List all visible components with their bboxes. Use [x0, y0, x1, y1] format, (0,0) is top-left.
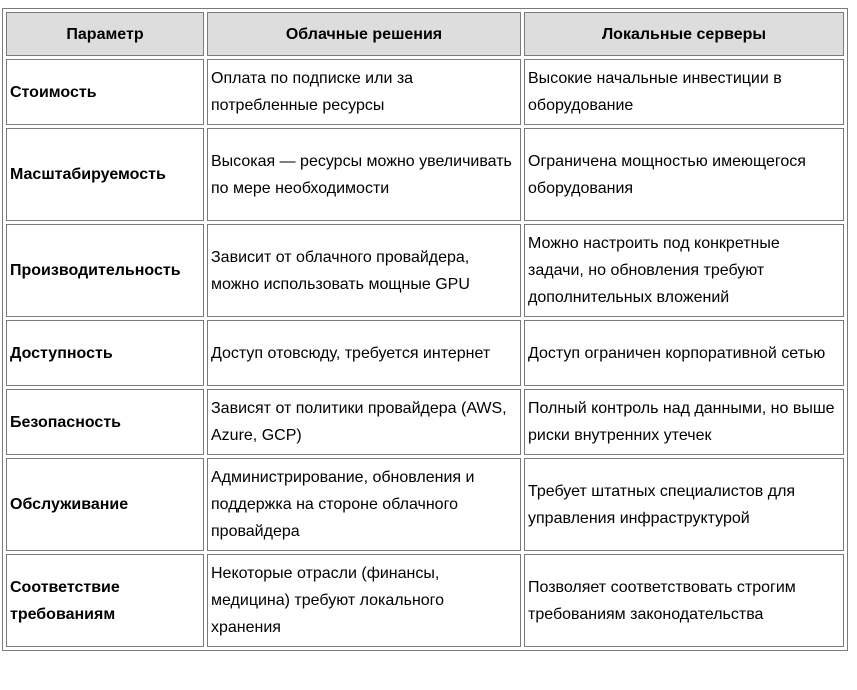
row-parameter: Доступность — [6, 320, 204, 386]
table-row — [6, 554, 844, 647]
row-parameter: Соответствие требованиям — [6, 554, 204, 647]
row-cloud: Доступ отовсюду, требуется интернет — [207, 320, 521, 386]
table-row — [6, 224, 844, 317]
table-row — [6, 320, 844, 386]
header-row — [6, 12, 844, 56]
header-local: Локальные серверы — [524, 12, 844, 56]
row-local: Требует штатных специалистов для управления инфраструктурой — [524, 458, 844, 551]
row-cloud: Зависят от политики провайдера (AWS, Azure, GCP) — [207, 389, 521, 455]
row-local: Можно настроить под конкретные задачи, но обновления требуют дополнительных вложений — [524, 224, 844, 317]
table-row — [6, 59, 844, 125]
table-row — [6, 389, 844, 455]
table-row — [6, 128, 844, 221]
row-parameter: Стоимость — [6, 59, 204, 125]
comparison-table — [2, 8, 848, 651]
row-parameter: Масштабируемость — [6, 128, 204, 221]
row-parameter: Обслуживание — [6, 458, 204, 551]
header-cloud: Облачные решения — [207, 12, 521, 56]
row-cloud: Некоторые отрасли (финансы, медицина) требуют локального хранения — [207, 554, 521, 647]
comparison-table-wrapper — [2, 8, 848, 651]
header-parameter: Параметр — [6, 12, 204, 56]
row-parameter: Производительность — [6, 224, 204, 317]
row-local: Высокие начальные инвестиции в оборудование — [524, 59, 844, 125]
row-cloud: Зависит от облачного провайдера, можно использовать мощные GPU — [207, 224, 521, 317]
row-parameter: Безопасность — [6, 389, 204, 455]
row-local: Полный контроль над данными, но выше риски внутренних утечек — [524, 389, 844, 455]
row-local: Доступ ограничен корпоративной сетью — [524, 320, 844, 386]
row-cloud: Оплата по подписке или за потребленные ресурсы — [207, 59, 521, 125]
row-cloud: Администрирование, обновления и поддержка на стороне облачного провайдера — [207, 458, 521, 551]
row-local: Позволяет соответствовать строгим требованиям законодательства — [524, 554, 844, 647]
row-cloud: Высокая — ресурсы можно увеличивать по мере необходимости — [207, 128, 521, 221]
table-row — [6, 458, 844, 551]
row-local: Ограничена мощностью имеющегося оборудования — [524, 128, 844, 221]
